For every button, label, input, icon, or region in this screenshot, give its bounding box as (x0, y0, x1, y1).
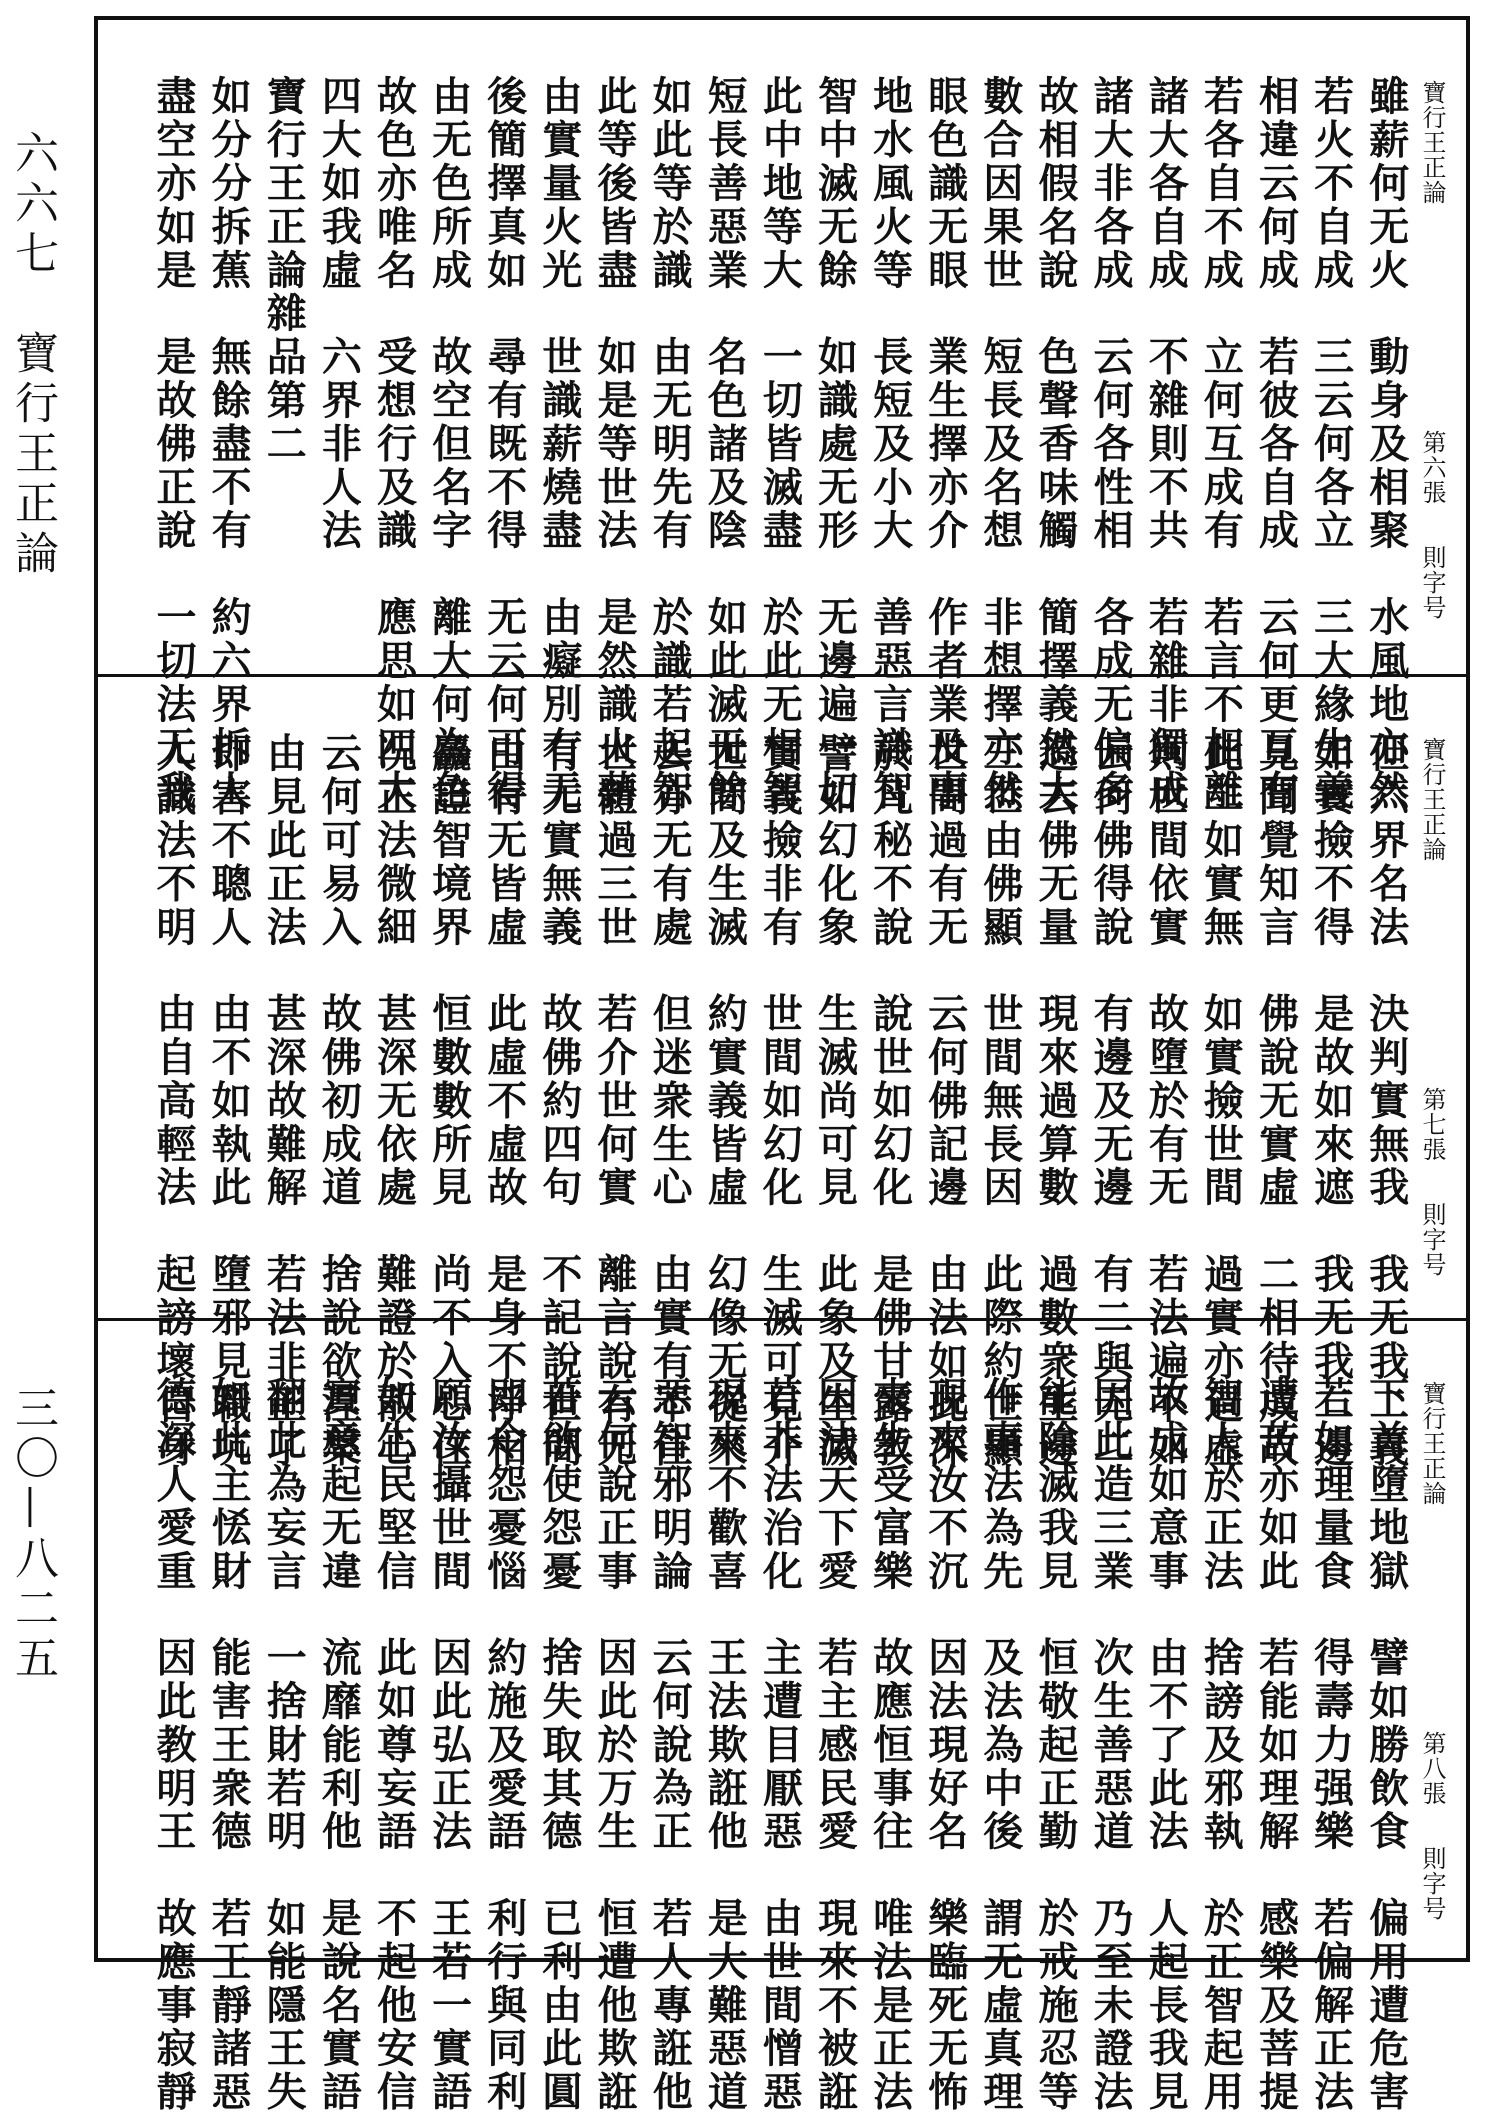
text-column: 因法天下愛 若主感民愛 現來不被誑 (811, 1376, 859, 2114)
text-column: 短長善惡業 名色諸及陰 如此滅无餘 (701, 75, 749, 813)
text-column: 翻此為妄言 一捨財若明 如能隱王失 (260, 1376, 308, 2114)
text-column: 寶行王正論雜品第二 (260, 75, 308, 466)
header-sheet: 第八張 (1418, 1731, 1446, 1806)
text-column: 現來不歡喜 王法欺誑他 是大難惡道 (701, 1376, 749, 2114)
text-column: 若各自不成 立何互成有 若言不相離 (1197, 75, 1245, 813)
text-column: 此二如實無 如實撿世間 過實亦過虛 (1197, 732, 1245, 1470)
text-column: 願汝攝世間 因此弘正法 王若一實語 (425, 1376, 473, 2114)
header-mark: 則字号 (1418, 1202, 1446, 1277)
text-column: 四大如我虛 六界非人法 (315, 75, 363, 553)
text-column: 故成如意事 由不了此法 人起長我見 (1142, 1376, 1190, 2114)
text-column: 如實撿不得 是故如來遮 我无我二邊 (1307, 732, 1355, 1470)
text-column: 後簡擇真如 尋有既不得 无云何可得 (480, 75, 528, 813)
text-column: 如此等於識 由无明先有 於識若起智 (646, 75, 694, 813)
text-column: 智人於正法 捨謗及邪執 於正智起用 (1197, 1376, 1245, 2114)
header-sheet: 第七張 (1418, 1087, 1446, 1162)
text-column: 如此主恡財 能害王衆德 若王靜諸惡 (205, 1376, 253, 2114)
text-column: 世間及生滅 約實義皆虛 幻像无從來 (701, 732, 749, 1470)
text-column: 則世間依實 故墮於有无 若法遍不如 (1142, 732, 1190, 1470)
text-column: 諸大各自成 不雜則不共 若雜非獨成 (1142, 75, 1190, 813)
text-column: 於凡秘不說 說世如幻化 是佛甘露教 (866, 732, 914, 1470)
text-column: 云何說正事 因此於万生 恒遭他欺誑 (591, 1376, 638, 2114)
text-column: 德深人愛重 因此教明王 故應事寂靜 (150, 1376, 197, 2114)
panel-header (1414, 80, 1444, 620)
text-column: 諸大非各成 云何各性相 各成无偏多 (1087, 75, 1135, 813)
text-column: 盡空亦如是 是故佛正說 一切法无我 (150, 75, 197, 813)
panel-sheet-7 (98, 674, 1466, 1470)
text-column: 世間過有无 云何佛記邊 由法如此深 (921, 732, 969, 1470)
text-column: 故相假名說 色聲香味觸 簡擇義然大 (1032, 75, 1079, 813)
header-title: 寶行王正論 (1418, 737, 1446, 862)
text-column: 見聞覺知言 佛說无實虛 二相待成故 (1252, 732, 1300, 1470)
text-column: 三世由佛顯 世間無長因 此際約世顯 (976, 732, 1024, 1470)
text-column: 數合因果世 短長及名想 非想擇亦然 (976, 75, 1024, 813)
text-column: 實義撿非有 世間如幻化 生滅可見介 (756, 732, 804, 1470)
text-column: 雖薪何无火 動身及相聚 水風地亦然 (1362, 75, 1410, 813)
text-column: 人識法不明 由自高輕法 起謗壞自身 (150, 732, 197, 1470)
text-column: 作事法為先 及法為中後 謂无虛真理 (976, 1376, 1024, 2114)
text-column: 去亦无有處 但迷衆生心 由實有不住 (646, 732, 694, 1470)
text-column: 故色亦唯名 受想行及識 應思如四大 (370, 75, 418, 813)
margin-title: 六六七 寶行王正論 (7, 130, 58, 580)
text-column: 麤證智境界 恒數數所見 尚不入心住 (425, 732, 473, 1470)
text-columns (150, 732, 1410, 1470)
text-column: 現來汝不沉 因法現好名 樂臨死无怖 (921, 1376, 969, 2114)
text-column: 眼色識无眼 業生擇亦介 作者業及事 (921, 75, 969, 813)
panel-sheet-8 (98, 1318, 1466, 2114)
text-column: 若非法治化 主遭目厭惡 由世間憎惡 (756, 1376, 804, 2114)
text-columns (150, 75, 1410, 813)
text-column: 由无色所成 故空但名字 離大何為色 (425, 75, 473, 813)
text-column: 由實量火光 世識薪燒盡 由癡別有无 (535, 75, 583, 813)
text-column: 實意起无違 流靡能利他 是說名實語 (315, 1376, 363, 2114)
text-column: 譬如幻化象 生滅尚可見 此象及生滅 (811, 732, 859, 1470)
page-frame (94, 16, 1470, 2114)
text-column: 下首墮地獄 譬如勝飲食 偏用遭危害 (1362, 1376, 1410, 2114)
header-title: 寶行王正論 (1418, 1381, 1446, 1506)
text-column: 有无實無義 故佛約四句 不記說世間 (535, 732, 583, 1470)
text-column: 智中滅无餘 如識處无形 无邊遍一切 (811, 75, 859, 813)
text-column: 如分分拆蕉 無餘盡不有 約六界拆人 (205, 75, 253, 813)
text-column: 如生民堅信 此如尊妄語 不起他安信 (370, 1376, 418, 2114)
text-column: 遭苦亦如此 若能如理解 感樂及菩提 (1252, 1376, 1300, 2114)
header-title: 寶行王正論 (1418, 80, 1446, 205)
text-column: 由見此正法 甚深故難解 若法非正了 (260, 732, 308, 1470)
text-column: 若火不自成 三云何各立 三大緣生義 (1307, 75, 1355, 813)
text-column: 相違云何成 若彼各自成 云何更互有 (1252, 75, 1300, 813)
margin-page-number: 三〇—八二五 (7, 1385, 58, 1685)
text-column: 地水風火等 長短及小大 善惡言識智 (866, 75, 914, 813)
text-column: 即害不聰人 由不如執此 墮邪見職坑 (205, 732, 253, 1470)
text-column: 云何可易入 故佛初成道 捨說欲涅槃 (315, 732, 363, 1470)
text-column: 過去佛无量 現來過算數 過數衆生邊 (1032, 732, 1079, 1470)
header-mark: 則字号 (1418, 545, 1446, 620)
text-column: 若欲使怨憂 捨失取其德 已利由此圓 (535, 1376, 583, 2114)
text-columns (150, 1376, 1410, 2114)
text-column: 因此造三業 次生善惡道 乃至未證法 (1087, 1376, 1135, 2114)
header-mark: 則字号 (1418, 1846, 1446, 1921)
text-column: 來生受富樂 故應恒事往 唯法是正法 (866, 1376, 914, 2114)
text-column: 况正法微細 甚深无依處 難證於散心 (370, 732, 418, 1470)
text-column: 云何佛得說 有邊及无邊 有二與无二 (1087, 732, 1135, 1470)
text-column: 此中地等大 一切皆滅盡 於此无相智 (756, 75, 804, 813)
panel-header (1414, 737, 1444, 1277)
text-column: 世體過三世 若介世何實 離言說有无 (591, 732, 638, 1470)
text-column: 能除滅我見 恒敬起正勤 於戒施忍等 (1032, 1376, 1079, 2114)
panel-header (1414, 1381, 1444, 1921)
text-column: 若如理量食 得壽力强樂 若偏解正法 (1307, 1376, 1355, 2114)
text-column: 但六界名法 決判實無我 我无我二義 (1362, 732, 1410, 1470)
text-column: 此等後皆盡 如是等世法 是然識火薪 (591, 75, 638, 813)
text-column: 惡智邪明論 云何說為正 若人專誑他 (646, 1376, 694, 2114)
panel-sheet-6 (98, 20, 1466, 813)
header-sheet: 第六張 (1418, 430, 1446, 505)
text-column: 由有无皆虛 此虛不虛故 是身不淨相 (480, 732, 528, 1470)
text-column: 即令怨憂惱 約施及愛語 利行與同利 (480, 1376, 528, 2114)
